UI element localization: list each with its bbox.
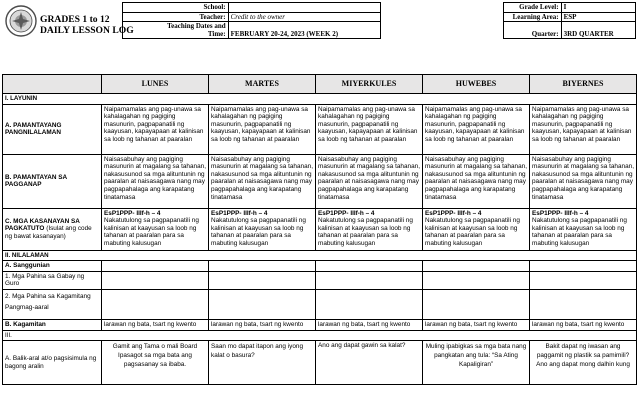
day-header-tuesday: MARTES bbox=[209, 75, 316, 94]
dates-label-line-1: Teaching Dates and bbox=[167, 22, 226, 30]
table-row bbox=[3, 154, 637, 208]
cell-thursday bbox=[423, 289, 530, 319]
cell-monday: Naisasabuhay ang pagiging masunurin at magalang sa tahanan, nakasusunod sa mga alituntunin ng paaralan at naisasagawa nang may pagpapahalaga ang karapatang tinatamasa bbox=[102, 154, 209, 208]
cell-tuesday bbox=[209, 208, 316, 250]
cell-friday: larawan ng bata, tsart ng kwento bbox=[530, 319, 637, 330]
row-label-kagamitan: B. Kagamitan bbox=[3, 319, 102, 330]
section-pamamaraan: III. bbox=[3, 330, 637, 341]
competency-text: Nakatutulong sa pagpapanatili ng kalinisan at kaayusan sa loob ng tahanan at paaralan para sa mabuting kalusugan bbox=[104, 217, 199, 247]
school-value bbox=[228, 3, 381, 13]
row-label-kasanayan bbox=[3, 208, 102, 250]
competency-text: Nakatutulong sa pagpapanatili ng kalinisan at kaayusan sa loob ng tahanan at paaralan para sa mabuting kalusugan bbox=[425, 217, 520, 247]
deped-seal-logo bbox=[5, 5, 37, 37]
cell-wednesday bbox=[316, 208, 423, 250]
row-label-balik-aral: A. Balik-aral at/o pagsisimula ng bagong aralin bbox=[3, 341, 102, 385]
competency-text: Nakatutulong sa pagpapanatili ng kalinisan at kaayusan sa loob ng tahanan at paaralan para sa mabuting kalusugan bbox=[318, 217, 413, 247]
cell-wednesday bbox=[316, 261, 423, 272]
cell-friday: Bakit dapat ng iwasan ang paggamit ng plastik sa pamimili? Ano ang dapat mong dalhin kung bbox=[530, 341, 637, 385]
cell-tuesday: larawan ng bata, tsart ng kwento bbox=[209, 319, 316, 330]
grade-value: I bbox=[561, 3, 635, 13]
row-label-sanggunian: A. Sanggunian bbox=[3, 261, 102, 272]
cell-wednesday: larawan ng bata, tsart ng kwento bbox=[316, 319, 423, 330]
spacer-cell bbox=[381, 12, 504, 22]
section-nilalaman: II. NILALAMAN bbox=[3, 250, 637, 261]
cell-monday bbox=[102, 271, 209, 289]
table-row bbox=[3, 289, 637, 319]
table-row bbox=[3, 261, 637, 272]
dates-value: FEBRUARY 20-24, 2023 (WEEK 2) bbox=[228, 22, 381, 39]
competency-code: EsP1PPP- IIIf-h – 4 bbox=[104, 209, 161, 217]
day-header-blank bbox=[3, 75, 102, 94]
cell-monday: Gamit ang Tama o mali Board Ipasagot sa mga bata ang pagsasanay sa ibaba. bbox=[102, 341, 209, 385]
competency-code: EsP1PPP- IIIf-h – 4 bbox=[318, 209, 375, 217]
area-label: Learning Area: bbox=[504, 12, 561, 22]
table-row bbox=[3, 271, 637, 289]
dll-header bbox=[2, 2, 636, 72]
cell-monday bbox=[102, 289, 209, 319]
day-header-wednesday: MIYERKULES bbox=[316, 75, 423, 94]
table-row bbox=[3, 208, 637, 250]
cell-friday bbox=[530, 271, 637, 289]
row-label-pamantayan-sa-pagganap: B. PAMANTAYAN SA PAGGANAP bbox=[3, 154, 102, 208]
cell-monday bbox=[102, 261, 209, 272]
cell-friday: Naisasabuhay ang pagiging masunurin at magalang sa tahanan, nakasusunod sa mga alituntunin ng paaralan at naisasagawa nang may pagpapahalaga ang karapatang tinatamasa bbox=[530, 154, 637, 208]
school-label: School: bbox=[123, 3, 229, 13]
cell-wednesday: Naisasabuhay ang pagiging masunurin at magalang sa tahanan, nakasusunod sa mga alituntunin ng paaralan at naisasagawa nang may pagpapahalaga ang karapatang tinatamasa bbox=[316, 154, 423, 208]
header-info-table bbox=[122, 2, 636, 39]
cell-thursday: Naisasabuhay ang pagiging masunurin at magalang sa tahanan, nakasusunod sa mga alituntunin ng paaralan at naisasagawa nang may pagpapahalaga ang karapatang tinatamasa bbox=[423, 154, 530, 208]
cell-thursday bbox=[423, 271, 530, 289]
cell-tuesday bbox=[209, 271, 316, 289]
title-line-2: DAILY LESSON LOG bbox=[40, 25, 134, 36]
cell-tuesday bbox=[209, 289, 316, 319]
title-line-1: GRADES 1 to 12 bbox=[40, 14, 110, 25]
cell-thursday: Naipamamalas ang pag-unawa sa kahalagahan ng pagiging masunurin, pagpapanatili ng kaayusan, kapayapaan at kalinisan sa loob ng tahanan at paaralan bbox=[423, 104, 530, 154]
area-value: ESP bbox=[561, 12, 635, 22]
dates-label-line-2: Time: bbox=[207, 30, 226, 38]
cell-wednesday bbox=[316, 271, 423, 289]
table-row bbox=[3, 104, 637, 154]
lesson-log-table bbox=[2, 74, 637, 385]
cell-thursday bbox=[423, 261, 530, 272]
grade-label: Grade Level: bbox=[504, 3, 561, 13]
cell-wednesday: Naipamamalas ang pag-unawa sa kahalagahan ng pagiging masunurin, pagpapanatili ng kaayusan, kapayapaan at kalinisan sa loob ng tahanan at paaralan bbox=[316, 104, 423, 154]
spacer-cell bbox=[381, 22, 504, 39]
spacer-cell bbox=[381, 3, 504, 13]
row-label-kagamitang-pangmag-aaral: 2. Mga Pahina sa Kagamitang Pangmag-aaral bbox=[3, 289, 102, 319]
cell-friday bbox=[530, 208, 637, 250]
cell-thursday: larawan ng bata, tsart ng kwento bbox=[423, 319, 530, 330]
dates-label bbox=[123, 22, 229, 39]
cell-friday bbox=[530, 261, 637, 272]
kasanayan-label-rest: (Isulat ang code ng bawat kasanayan) bbox=[5, 225, 92, 240]
teacher-value: Credit to the owner bbox=[228, 12, 381, 22]
dll-title bbox=[40, 14, 134, 36]
cell-tuesday: Naisasabuhay ang pagiging masunurin at magalang sa tahanan, nakasusunod sa mga alituntunin ng paaralan at naisasagawa nang may pagpapahalaga ang karapatang tinatamasa bbox=[209, 154, 316, 208]
cell-friday: Naipamamalas ang pag-unawa sa kahalagahan ng pagiging masunurin, pagpapanatili ng kaayusan, kapayapaan at kalinisan sa loob ng tahanan at paaralan bbox=[530, 104, 637, 154]
section-layunin: I. LAYUNIN bbox=[3, 94, 637, 105]
day-header-row bbox=[3, 75, 637, 94]
cell-friday bbox=[530, 289, 637, 319]
quarter-label: Quarter: bbox=[504, 22, 561, 39]
cell-monday: larawan ng bata, tsart ng kwento bbox=[102, 319, 209, 330]
row-label-pamantayang-pangnilalaman: A. PAMANTAYANG PANGNILALAMAN bbox=[3, 104, 102, 154]
table-row bbox=[3, 341, 637, 385]
competency-text: Nakatutulong sa pagpapanatili ng kalinisan at kaayusan sa loob ng tahanan at paaralan para sa mabuting kalusugan bbox=[532, 217, 627, 247]
row-label-gabay-ng-guro: 1. Mga Pahina sa Gabay ng Guro bbox=[3, 271, 102, 289]
cell-tuesday: Saan mo dapat itapon ang iyong kalat o basura? bbox=[209, 341, 316, 385]
competency-text: Nakatutulong sa pagpapanatili ng kalinisan at kaayusan sa loob ng tahanan at paaralan para sa mabuting kalusugan bbox=[211, 217, 306, 247]
cell-tuesday bbox=[209, 261, 316, 272]
cell-wednesday: Ano ang dapat gawin sa kalat? bbox=[316, 341, 423, 385]
day-header-monday: LUNES bbox=[102, 75, 209, 94]
section-row bbox=[3, 330, 637, 341]
teacher-label: Teacher: bbox=[123, 12, 229, 22]
cell-tuesday: Naipamamalas ang pag-unawa sa kahalagahan ng pagiging masunurin, pagpapanatili ng kaayusan, kapayapaan at kalinisan sa loob ng tahanan at paaralan bbox=[209, 104, 316, 154]
quarter-value: 3RD QUARTER bbox=[561, 22, 635, 39]
cell-wednesday bbox=[316, 289, 423, 319]
competency-code: EsP1PPP- IIIf-h – 4 bbox=[211, 209, 268, 217]
section-row bbox=[3, 94, 637, 105]
section-row bbox=[3, 250, 637, 261]
cell-monday bbox=[102, 208, 209, 250]
day-header-thursday: HUWEBES bbox=[423, 75, 530, 94]
table-row bbox=[3, 319, 637, 330]
cell-thursday bbox=[423, 208, 530, 250]
competency-code: EsP1PPP- IIIf-h – 4 bbox=[425, 209, 482, 217]
competency-code: EsP1PPP- IIIf-h – 4 bbox=[532, 209, 589, 217]
kasanayan-label-bold: C. MGA KASANAYAN SA PAGKATUTO bbox=[5, 217, 80, 233]
cell-monday: Naipamamalas ang pag-unawa sa kahalagahan ng pagiging masunurin, pagpapanatili ng kaayusan, kapayapaan at kalinisan sa loob ng tahanan at paaralan bbox=[102, 104, 209, 154]
cell-thursday: Muling ipabigkas sa mga bata nang pangkatan ang tula: “Sa Ating Kapaligiran” bbox=[423, 341, 530, 385]
day-header-friday: BIYERNES bbox=[530, 75, 637, 94]
